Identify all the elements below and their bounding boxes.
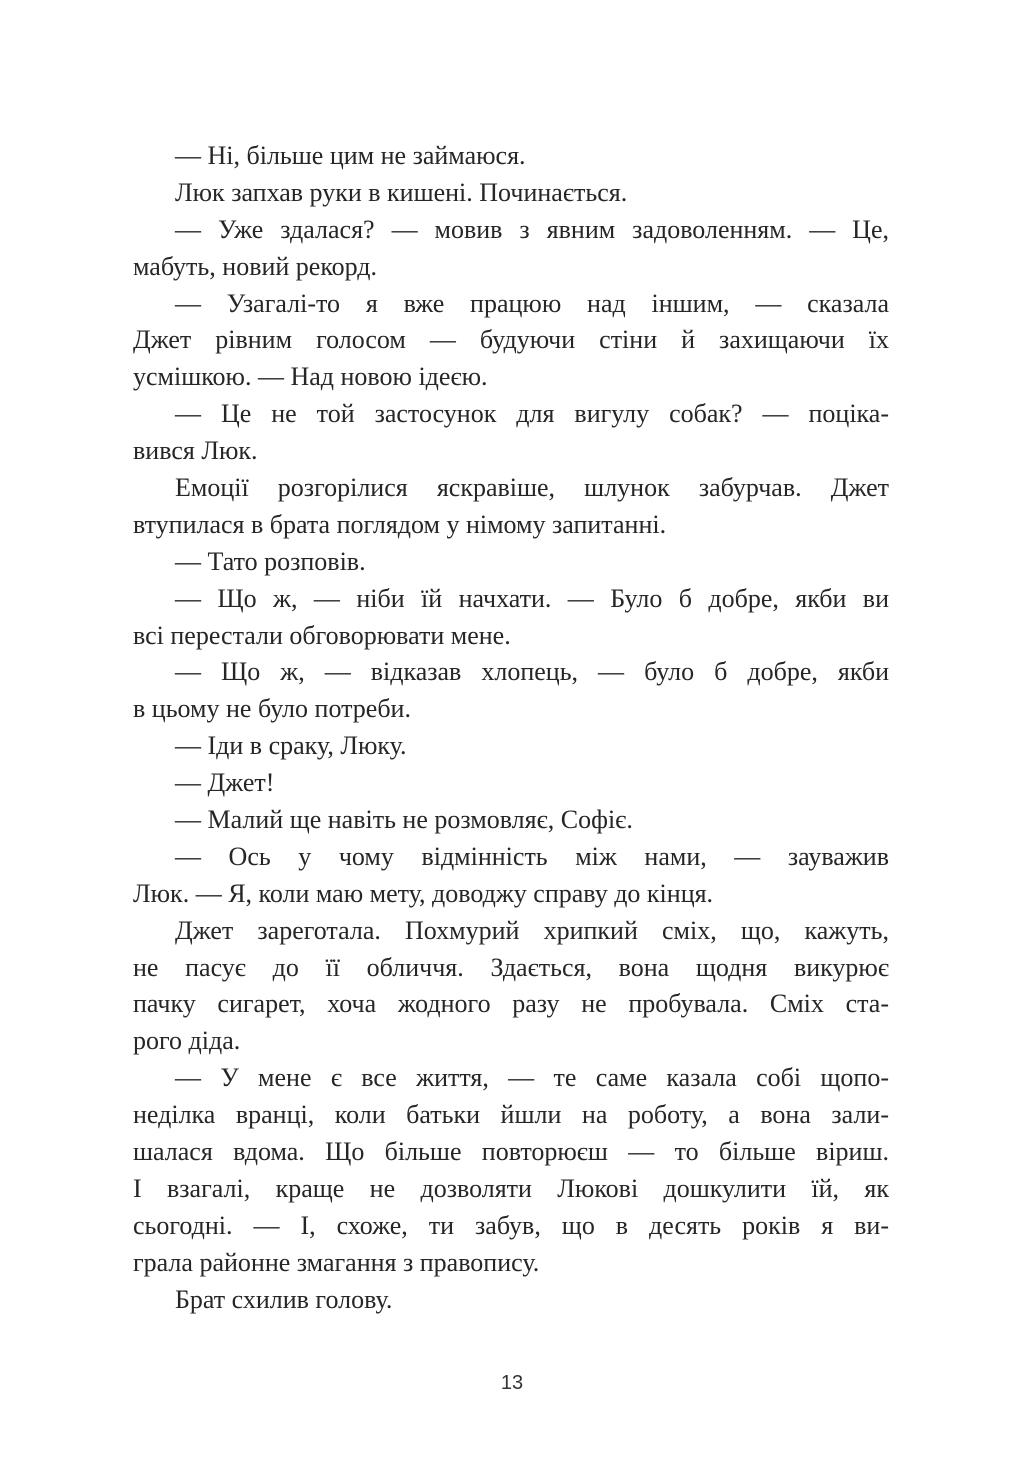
paragraph [133, 654, 889, 728]
text-line: — Ні, більше цим не займаюся. [175, 141, 526, 170]
text-line: вився Люк. [133, 436, 258, 466]
paragraph [133, 175, 889, 212]
text-line: неділка вранці, коли батьки йшли на роботу, а вона зали- [133, 1100, 889, 1130]
text-line: — Уже здалася? — мовив з явним задоволенням. — Це, [175, 214, 889, 244]
paragraph [133, 581, 889, 655]
text-line: всі перестали обговорювати мене. [133, 620, 511, 650]
text-line: — Джет! [175, 768, 275, 798]
text-line: — Це не той застосунок для вигулу собак? — поціка- [175, 399, 889, 429]
text-line: — Тато розповів. [175, 546, 366, 576]
text-line: — Узагалі-то я вже працюю над іншим, — сказала [175, 288, 889, 318]
text-line: не пасує до її обличчя. Здається, вона щодня викурює [133, 952, 889, 982]
text-line: — Що ж, — ніби їй начхати. — Було б добре, якби ви [175, 583, 889, 613]
page-number: 13 [500, 1372, 524, 1394]
text-line: рого діда. [133, 1026, 241, 1056]
text-line: І взагалі, краще не дозволяти Люкові дошкулити їй, як [133, 1173, 889, 1203]
text-line: Люк запхав руки в кишені. Починається. [175, 177, 628, 207]
paragraph [133, 138, 889, 175]
text-line: — Іди в сраку, Люку. [175, 731, 407, 761]
text-line: пачку сигарет, хоча жодного разу не пробувала. Сміх ста- [133, 989, 889, 1019]
text-line: Джет рівним голосом — будуючи стіни й захищаючи їх [133, 325, 889, 355]
paragraph [133, 765, 889, 802]
text-line: грала районне змагання з правопису. [133, 1247, 540, 1277]
paragraph [133, 802, 889, 839]
text-line: Джет зареготала. Похмурий хрипкий сміх, що, кажуть, [175, 915, 889, 945]
paragraph [133, 396, 889, 470]
page-body [133, 138, 889, 1319]
text-line: в цьому не було потреби. [133, 694, 411, 724]
text-line: — У мене є все життя, — те саме казала собі щопо- [175, 1063, 889, 1093]
text-line: сьогодні. — І, схоже, ти забув, що в десять років я ви- [133, 1210, 889, 1240]
text-line: — Що ж, — відказав хлопець, — було б добре, якби [175, 657, 889, 687]
text-line: Брат схилив голову. [175, 1284, 393, 1314]
paragraph [133, 1282, 889, 1319]
paragraph [133, 728, 889, 765]
paragraph [133, 470, 889, 544]
text-line: усмішкою. — Над новою ідеєю. [133, 362, 488, 392]
text-line: — Малий ще навіть не розмовляє, Софіє. [175, 805, 633, 835]
paragraph [133, 839, 889, 913]
paragraph [133, 286, 889, 397]
text-line: втупилася в брата поглядом у німому запитанні. [133, 509, 667, 539]
text-line: — Ось у чому відмінність між нами, — зауважив [175, 841, 889, 871]
text-line: Люк. — Я, коли маю мету, доводжу справу до кінця. [133, 878, 714, 908]
text-line: шалася вдома. Що більше повторюєш — то більше віриш. [133, 1137, 889, 1167]
paragraph [133, 913, 889, 1061]
text-line: мабуть, новий рекорд. [133, 251, 378, 281]
paragraph [133, 212, 889, 286]
text-line: Емоції розгорілися яскравіше, шлунок забурчав. Джет [175, 473, 889, 503]
paragraph [133, 544, 889, 581]
paragraph [133, 1060, 889, 1281]
